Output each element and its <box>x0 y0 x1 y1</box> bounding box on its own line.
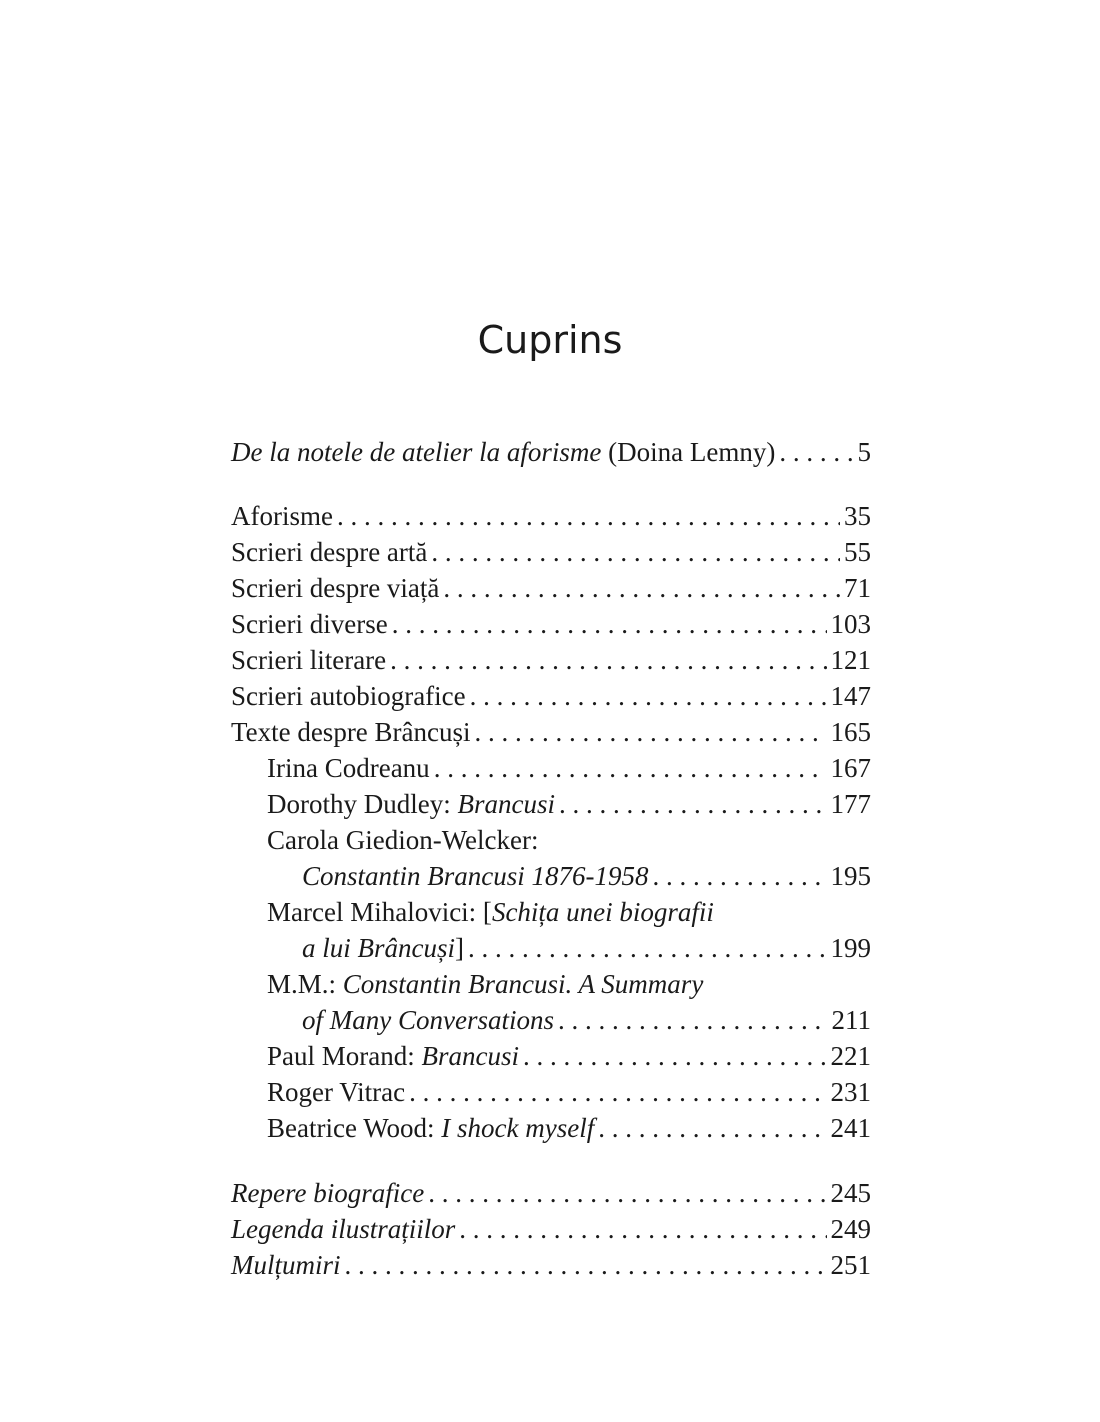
toc-entry-title-part: (Doina Lemny) <box>601 437 776 467</box>
toc-leader-dots <box>392 606 827 642</box>
toc-leader-dots <box>523 1038 827 1074</box>
toc-leader-dots <box>459 1211 826 1247</box>
toc-entry-title-part: De la notele de atelier la aforisme <box>231 437 602 467</box>
toc-entry-title <box>267 750 430 786</box>
toc-page-number: 195 <box>830 861 871 891</box>
toc-entry-title <box>231 1175 424 1211</box>
toc-entry <box>231 1211 871 1247</box>
toc-entry-title <box>231 1247 341 1283</box>
toc-entry-title-part: Scrieri despre artă <box>231 537 428 567</box>
toc-entry <box>231 434 871 470</box>
toc-page-number: 241 <box>830 1113 871 1143</box>
toc-entry <box>231 858 871 894</box>
toc-leader-dots <box>475 714 827 750</box>
toc-entry <box>231 1002 871 1038</box>
toc-page-number: 177 <box>830 789 871 819</box>
toc-page-number: 231 <box>830 1077 871 1107</box>
toc-entry-title-part: Schița unei biografii <box>491 897 714 927</box>
toc-entry-title-part: Legenda ilustrațiilor <box>231 1214 456 1244</box>
toc-entry-title-part: Scrieri literare <box>231 645 387 675</box>
toc-entry <box>231 606 871 642</box>
toc-entry <box>231 966 871 1002</box>
toc-entry-title <box>231 606 388 642</box>
page-title: Cuprins <box>477 318 623 362</box>
toc-leader-dots <box>390 642 826 678</box>
toc-entry-title <box>231 678 466 714</box>
toc-entry <box>231 1175 871 1211</box>
toc-entry <box>231 1247 871 1283</box>
toc-leader-dots <box>779 434 857 470</box>
toc-leader-dots <box>434 750 827 786</box>
toc-entry <box>231 714 871 750</box>
toc-entry-title-part: Carola Giedion-Welcker: <box>267 825 539 855</box>
toc-entry-title-part: Irina Codreanu <box>267 753 430 783</box>
toc-section-gap <box>231 1146 871 1175</box>
toc-entry <box>231 750 871 786</box>
toc-entry-title-part: Dorothy Dudley: <box>267 789 458 819</box>
toc-leader-dots <box>598 1110 826 1146</box>
toc-entry <box>231 1074 871 1110</box>
toc-leader-dots <box>653 858 827 894</box>
toc-entry-title <box>267 822 538 858</box>
toc-page-number: 211 <box>831 1005 871 1035</box>
toc-entry-title <box>231 1211 455 1247</box>
toc-entry <box>231 1038 871 1074</box>
toc-entry <box>231 534 871 570</box>
toc-entry-title-part: Scrieri autobiografice <box>231 681 466 711</box>
toc-entry-title-part: Repere biografice <box>231 1178 425 1208</box>
toc-page-number: 147 <box>830 681 871 711</box>
toc-entry <box>231 498 871 534</box>
toc-entry-title-part: Scrieri diverse <box>231 609 388 639</box>
toc-page-number: 245 <box>830 1178 871 1208</box>
toc-entry <box>231 930 871 966</box>
toc-entry-title-part: I shock myself <box>441 1113 595 1143</box>
toc-leader-dots <box>470 678 827 714</box>
toc-entry-title <box>267 966 703 1002</box>
toc-entry-title <box>231 434 775 470</box>
toc-entry <box>231 822 871 858</box>
toc-leader-dots <box>558 1002 828 1038</box>
toc-entry-title-part: Brancusi <box>457 789 555 819</box>
toc-page-number: 165 <box>830 717 871 747</box>
toc-entry-title <box>231 498 333 534</box>
toc-entry-title-part: Aforisme <box>231 501 333 531</box>
toc-entry-title-part: Texte despre Brâncuși <box>231 717 471 747</box>
toc-leader-dots <box>431 534 840 570</box>
toc-entry-title-part: Marcel Mihalovici: [ <box>267 897 492 927</box>
toc-entry-title <box>231 534 427 570</box>
toc-page-number: 167 <box>830 753 871 783</box>
toc-entry-title-part: ] <box>455 933 464 963</box>
toc-entry <box>231 894 871 930</box>
toc-page-number: 55 <box>844 537 871 567</box>
toc-entry-title <box>267 1038 519 1074</box>
toc-section-gap <box>231 470 871 498</box>
toc-entry-title-part: Paul Morand: <box>267 1041 422 1071</box>
toc-page-number: 251 <box>830 1250 871 1280</box>
toc-entry-title <box>231 570 439 606</box>
table-of-contents <box>231 434 871 1283</box>
toc-entry-title <box>302 930 464 966</box>
toc-page-number: 121 <box>830 645 871 675</box>
toc-leader-dots <box>468 930 827 966</box>
toc-page-number: 71 <box>844 573 871 603</box>
toc-page-number: 199 <box>830 933 871 963</box>
toc-entry-title-part: Brancusi <box>421 1041 519 1071</box>
toc-entry-title-part: Roger Vitrac <box>267 1077 406 1107</box>
toc-leader-dots <box>559 786 827 822</box>
toc-entry-title <box>231 642 386 678</box>
toc-leader-dots <box>337 498 840 534</box>
toc-page-number: 103 <box>830 609 871 639</box>
toc-entry-title <box>302 1002 554 1038</box>
toc-entry-title-part: Beatrice Wood: <box>267 1113 442 1143</box>
toc-entry-title-part: Scrieri despre viață <box>231 573 440 603</box>
toc-entry-title-part: Mulțumiri <box>231 1250 341 1280</box>
toc-entry-title <box>267 1074 405 1110</box>
toc-entry-title <box>267 786 555 822</box>
toc-entry-title <box>302 858 649 894</box>
toc-leader-dots <box>428 1175 826 1211</box>
toc-entry <box>231 678 871 714</box>
toc-entry-title <box>267 894 714 930</box>
toc-entry <box>231 570 871 606</box>
toc-entry-title-part: a lui Brâncuși <box>302 933 455 963</box>
toc-leader-dots <box>443 570 840 606</box>
toc-entry-title <box>267 1110 594 1146</box>
toc-leader-dots <box>345 1247 827 1283</box>
toc-entry-title-part: of Many Conversations <box>302 1005 554 1035</box>
toc-leader-dots <box>409 1074 826 1110</box>
toc-page-number: 35 <box>844 501 871 531</box>
toc-page-number: 249 <box>830 1214 871 1244</box>
toc-entry-title-part: Constantin Brancusi. A Summary <box>342 969 704 999</box>
toc-page-number: 5 <box>857 437 871 467</box>
toc-entry <box>231 1110 871 1146</box>
toc-entry-title-part: Constantin Brancusi 1876-1958 <box>302 861 649 891</box>
toc-entry <box>231 786 871 822</box>
toc-entry-title-part: M.M.: <box>267 969 343 999</box>
toc-page-number: 221 <box>830 1041 871 1071</box>
toc-entry <box>231 642 871 678</box>
toc-entry-title <box>231 714 471 750</box>
